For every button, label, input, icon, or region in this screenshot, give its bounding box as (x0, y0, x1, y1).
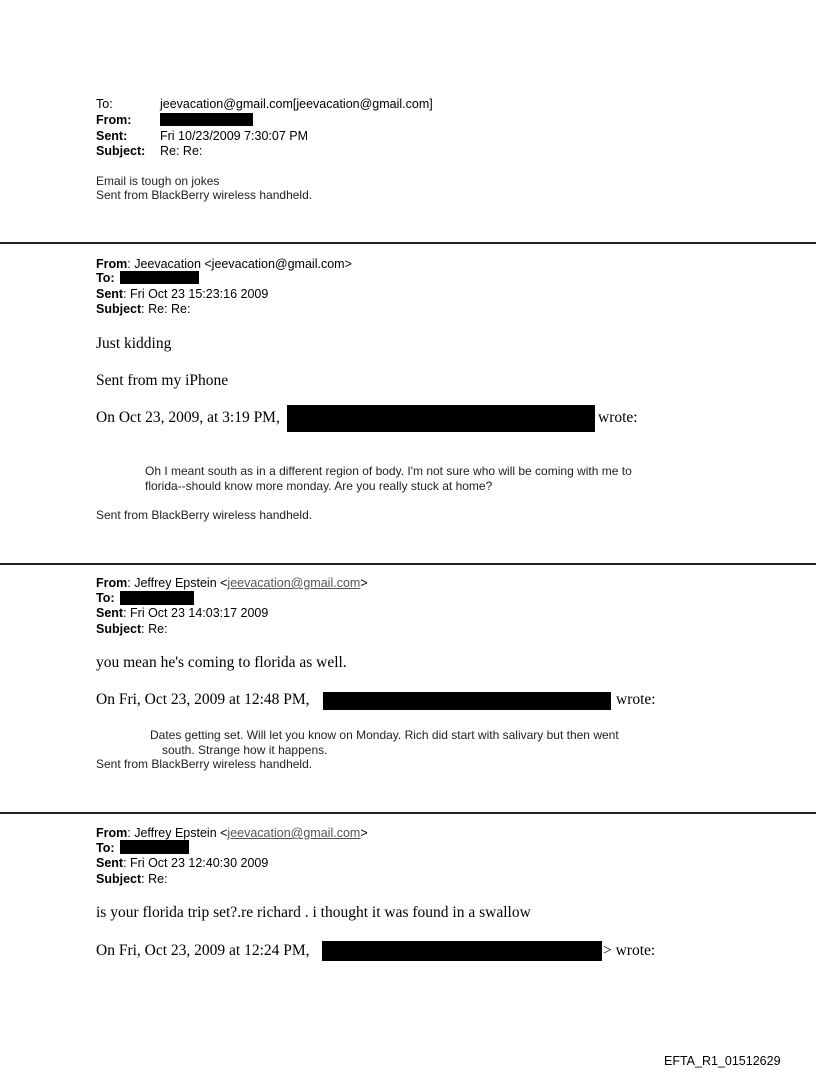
msg1-to-line (96, 270, 115, 286)
msg1-signature: Sent from BlackBerry wireless handheld. (96, 508, 313, 522)
msg2-quote-line2: south. Strange how it happens. (162, 743, 328, 757)
msg3-attribution-prefix: On Fri, Oct 23, 2009 at 12:24 PM, (96, 942, 310, 959)
msg3-from-label: From (96, 826, 128, 840)
separator-1 (0, 242, 816, 244)
msg1-attribution-suffix: wrote: (598, 409, 638, 426)
msg1-attribution-redaction (287, 405, 595, 432)
msg2-from-email-link[interactable]: jeevacation@gmail.com (227, 576, 361, 590)
msg0-to-label: To: (96, 97, 113, 111)
msg1-quote-line1: Oh I meant south as in a different region of body. I'm not sure who will be coming with me to (145, 464, 632, 478)
msg2-subject-line (96, 621, 168, 637)
msg2-body1: you mean he's coming to florida as well. (96, 654, 347, 671)
msg0-to-value: jeevacation@gmail.com[jeevacation@gmail.com] (160, 97, 433, 111)
msg3-subject-value: : Re: (141, 872, 168, 886)
msg2-sent-line (96, 605, 268, 621)
msg2-subject-value: : Re: (141, 622, 168, 636)
msg2-to-redaction (120, 591, 194, 605)
msg1-to-redaction (120, 271, 199, 284)
msg0-subject-label: Subject: (96, 144, 146, 158)
msg2-attribution-suffix: wrote: (616, 691, 656, 708)
msg1-to-label: To (96, 271, 111, 285)
msg2-from-line (96, 575, 368, 591)
msg3-attribution-suffix: > wrote: (603, 942, 656, 959)
msg2-from-suffix: > (360, 576, 368, 590)
msg2-signature: Sent from BlackBerry wireless handheld. (96, 757, 313, 771)
msg3-from-prefix: : Jeffrey Epstein < (127, 826, 228, 840)
msg3-sent-label: Sent (96, 856, 124, 870)
msg3-body1: is your florida trip set?.re richard . i thought it was found in a swallow (96, 904, 531, 921)
msg3-from-email-link[interactable]: jeevacation@gmail.com (227, 826, 361, 840)
msg0-body-line2: Sent from BlackBerry wireless handheld. (96, 188, 313, 202)
msg0-body-line1: Email is tough on jokes (96, 174, 220, 188)
msg1-quote-line2: florida--should know more monday. Are you really stuck at home? (145, 479, 493, 493)
msg2-sent-value: : Fri Oct 23 14:03:17 2009 (123, 606, 269, 620)
msg3-to-label: To (96, 841, 111, 855)
msg1-from-line (96, 256, 352, 272)
msg3-subject-line (96, 871, 168, 887)
msg0-sent-value: Fri 10/23/2009 7:30:07 PM (160, 129, 309, 143)
msg1-from-value: : Jeevacation <jeevacation@gmail.com> (127, 257, 352, 271)
msg1-body2: Sent from my iPhone (96, 372, 229, 389)
msg2-attribution-redaction (323, 692, 611, 710)
msg0-from-label: From: (96, 113, 132, 127)
msg1-subject-line (96, 301, 190, 317)
msg1-subject-label: Subject (96, 302, 142, 316)
msg1-attribution-prefix: On Oct 23, 2009, at 3:19 PM, (96, 409, 280, 426)
msg2-from-prefix: : Jeffrey Epstein < (127, 576, 228, 590)
msg1-body1: Just kidding (96, 335, 172, 352)
msg3-to-colon: : (110, 841, 115, 855)
msg0-subject-value: Re: Re: (160, 144, 203, 158)
msg2-from-label: From (96, 576, 128, 590)
msg1-sent-value: : Fri Oct 23 15:23:16 2009 (123, 287, 269, 301)
msg3-sent-line (96, 855, 268, 871)
msg1-to-colon: : (110, 271, 115, 285)
msg3-subject-label: Subject (96, 872, 142, 886)
msg1-sent-label: Sent (96, 287, 124, 301)
msg2-to-colon: : (110, 591, 115, 605)
bates-number: EFTA_R1_01512629 (664, 1054, 781, 1068)
msg2-sent-label: Sent (96, 606, 124, 620)
msg3-to-redaction (120, 840, 189, 854)
separator-2 (0, 563, 816, 565)
msg3-from-suffix: > (360, 826, 368, 840)
msg3-attribution-redaction (322, 941, 602, 961)
msg0-sent-label: Sent: (96, 129, 128, 143)
msg0-from-redaction (160, 113, 253, 126)
msg2-attribution-prefix: On Fri, Oct 23, 2009 at 12:48 PM, (96, 691, 310, 708)
separator-3 (0, 812, 816, 814)
msg1-from-label: From (96, 257, 128, 271)
msg2-to-label: To (96, 591, 111, 605)
msg2-quote-line1: Dates getting set. Will let you know on Monday. Rich did start with salivary but then went (150, 728, 619, 742)
msg1-sent-line (96, 286, 268, 302)
msg1-subject-value: : Re: Re: (141, 302, 191, 316)
msg3-sent-value: : Fri Oct 23 12:40:30 2009 (123, 856, 269, 870)
msg3-to-line (96, 840, 115, 856)
msg2-to-line (96, 590, 115, 606)
msg3-from-line (96, 825, 368, 841)
msg2-subject-label: Subject (96, 622, 142, 636)
